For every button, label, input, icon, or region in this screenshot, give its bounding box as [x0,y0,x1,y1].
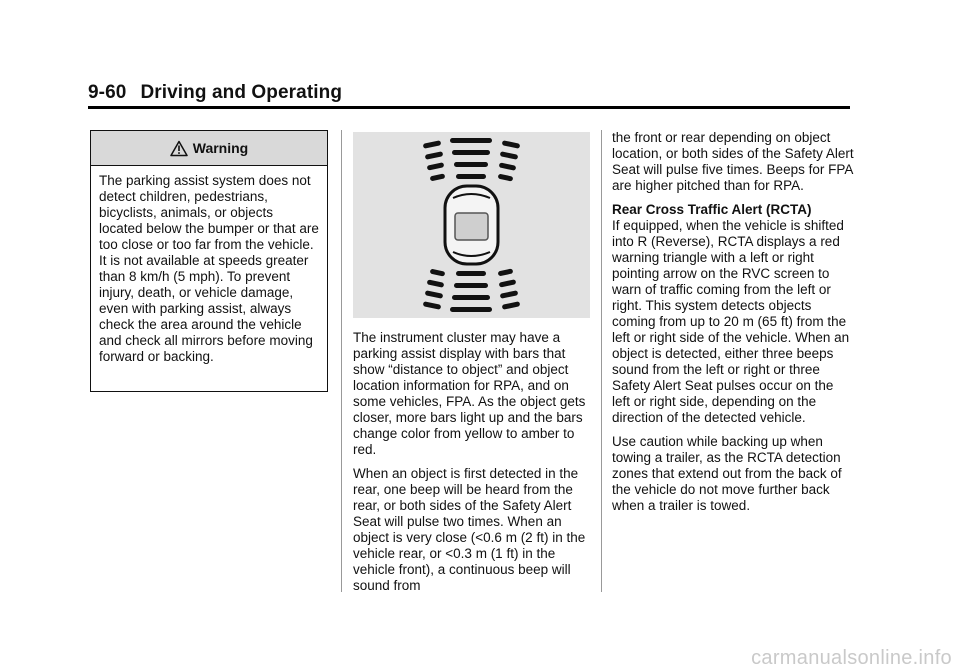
warning-body [91,166,327,365]
warning-label: Warning [192,140,249,156]
page-number: 9-60 [88,82,127,103]
front-bar-right-2 [500,151,519,160]
front-bar-left-1 [423,140,442,149]
front-bar-center-2 [452,150,490,155]
column-3 [612,130,854,514]
rear-bar-left-2 [427,279,445,287]
rear-bar-center-2 [454,283,488,288]
rear-bar-center-4 [450,307,492,312]
front-bar-right-1 [502,140,521,149]
header-title [88,82,850,104]
column-divider-1 [341,130,342,592]
front-bar-left-2 [425,151,444,160]
column-divider-2 [601,130,602,592]
warning-box [90,130,328,392]
parking-assist-display-illustration [353,132,590,318]
warning-header [91,131,327,166]
rear-bar-left-1 [430,269,446,277]
col3-paragraph-1: the front or rear depending on object location, or both sides of the Safety Alert Seat will pulse five times. Beeps for FPA are higher pitched than for RPA. [612,130,854,193]
rear-bar-right-3 [500,290,519,299]
front-bar-center-1 [450,138,492,143]
warning-triangle-icon [170,140,188,157]
page-header [88,82,850,109]
col2-paragraph-2: When an object is first detected in the rear, one beep will be heard from the rear, or both sides of the Safety Alert Seat will pulse two times. When an object is very close (<0.6 m (2 ft) in the vehicle rear, or <0.3 m (1 ft) in the vehicle front), a continuous beep will sound from [353,466,586,593]
watermark: carmanualsonline.info [751,647,952,669]
rear-bar-right-2 [499,279,517,287]
rcta-subheading: Rear Cross Traffic Alert (RCTA) [612,202,812,217]
rear-bar-left-4 [423,301,442,310]
col3-paragraph-2: If equipped, when the vehicle is shifted into R (Reverse), RCTA displays a red warning triangle with a left or right pointing arrow on the RVC screen to warn of traffic coming from the left or right. This system detects objects coming from up to 20 m (65 ft) from the left or right side of the vehicle. When an object is detected, either three beeps sound from the left or right or three Safety Alert Seat pulses occur on the left or right side, depending on the direction of the detected vehicle. [612,218,850,425]
front-bar-center-3 [454,162,488,167]
warning-text: The parking assist system does not detect children, pedestrians, bicyclists, animals, or objects located below the bumper or that are too close or too far from the vehicle. It is not available at speeds greater than 8 km/h (5 mph). To prevent injury, death, or vehicle damage, even with parking assist, always check the area around the vehicle and check all mirrors before moving forward or backing. [99,173,319,364]
rear-bar-center-1 [456,271,486,276]
section-title: Driving and Operating [140,82,343,103]
rear-bar-center-3 [452,295,490,300]
front-bar-left-3 [427,162,445,170]
rear-bar-right-4 [502,301,521,310]
car-top-view-icon [445,186,498,264]
col3-paragraph-3: Use caution while backing up when towing a trailer, as the RCTA detection zones that extend out from the back of the vehicle do not move further back when a trailer is towed. [612,434,842,513]
col2-paragraph-1: The instrument cluster may have a parking assist display with bars that show “distance to object” and object location information for RPA, and on some vehicles, FPA. As the object gets closer, more bars light up and the bars change color from yellow to amber to red. [353,330,586,457]
front-bar-right-3 [499,162,517,170]
front-bar-right-4 [498,174,514,182]
front-bar-center-4 [456,174,486,179]
column-2 [353,330,593,594]
front-bar-left-4 [430,173,446,181]
rear-bar-left-3 [425,290,444,299]
parking-assist-diagram [353,132,590,318]
header-rule [88,106,850,109]
rear-bar-right-1 [498,268,514,276]
